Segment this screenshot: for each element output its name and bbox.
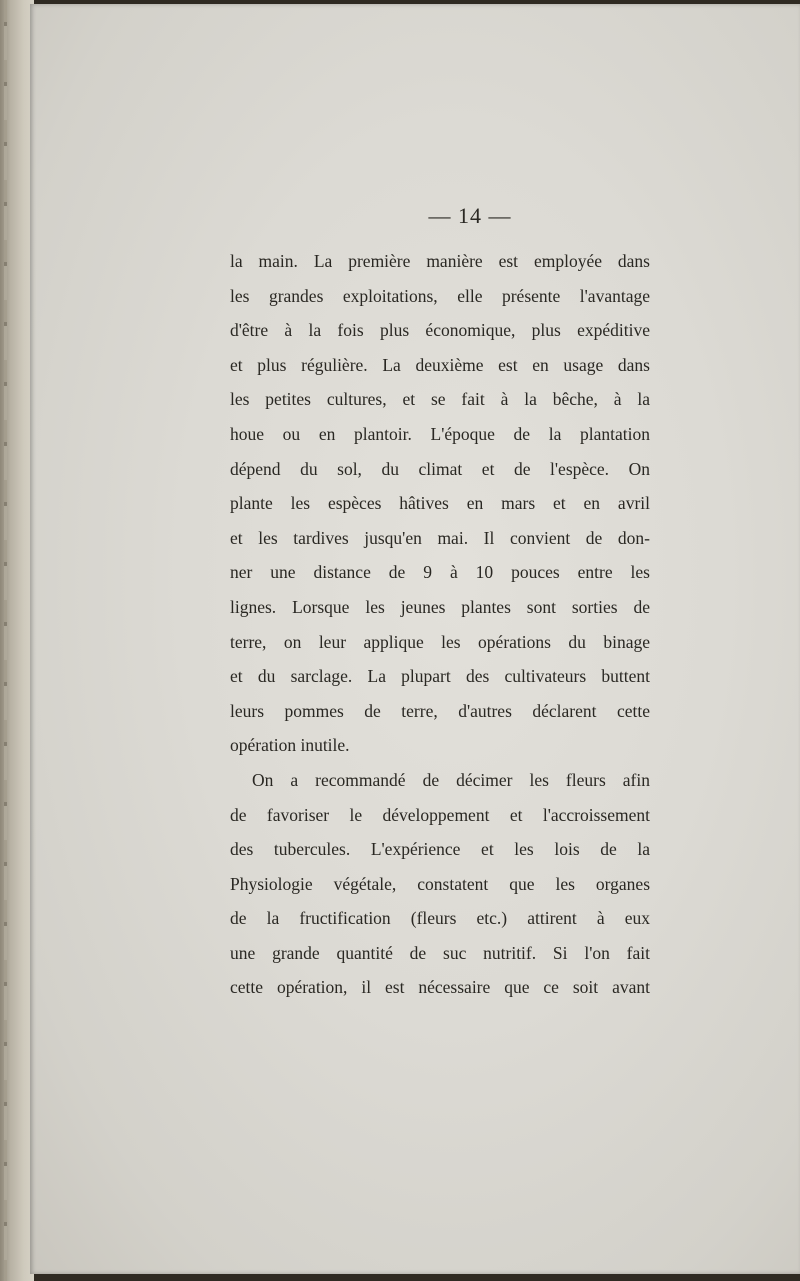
text-line: lignes. Lorsque les jeunes plantes sont sorties de [230,596,650,617]
text-line: et plus régulière. La deuxième est en usage dans [230,354,650,375]
text-line: de favoriser le développement et l'accroissement [230,804,650,825]
text-line: et les tardives jusqu'en mai. Il convient de don- [230,527,650,548]
paragraph-2 [230,763,650,1005]
book-spine-edge [0,0,34,1281]
text-line: houe ou en plantoir. L'époque de la plantation [230,423,650,444]
text-line: une grande quantité de suc nutritif. Si l'on fait [230,942,650,963]
text-line: ner une distance de 9 à 10 pouces entre les [230,562,650,583]
text-line: d'être à la fois plus économique, plus expéditive [230,320,650,341]
text-line: plante les espèces hâtives en mars et en avril [230,493,650,514]
text-line: dépend du sol, du climat et de l'espèce. On [230,458,650,479]
text-line: Physiologie végétale, constatent que les organes [230,873,650,894]
text-line: cette opération, il est nécessaire que ce soit avant [230,977,650,998]
text-line: leurs pommes de terre, d'autres déclarent cette [230,700,650,721]
paragraph-1 [230,244,650,763]
text-line: et du sarclage. La plupart des cultivateurs buttent [230,666,650,687]
text-line: des tubercules. L'expérience et les lois de la [230,839,650,860]
text-line: On a recommandé de décimer les fleurs afin [252,769,650,790]
body-text [230,244,650,1005]
text-line: la main. La première manière est employée dans [230,251,650,271]
text-line: les petites cultures, et se fait à la bêche, à la [230,389,650,410]
page-number: — 14 — [428,203,512,228]
text-line: terre, on leur applique les opérations du binage [230,631,650,652]
text-line: de la fructification (fleurs etc.) attirent à eux [230,908,650,929]
text-line: les grandes exploitations, elle présente l'avantage [230,285,650,306]
text-line: opération inutile. [230,735,350,756]
